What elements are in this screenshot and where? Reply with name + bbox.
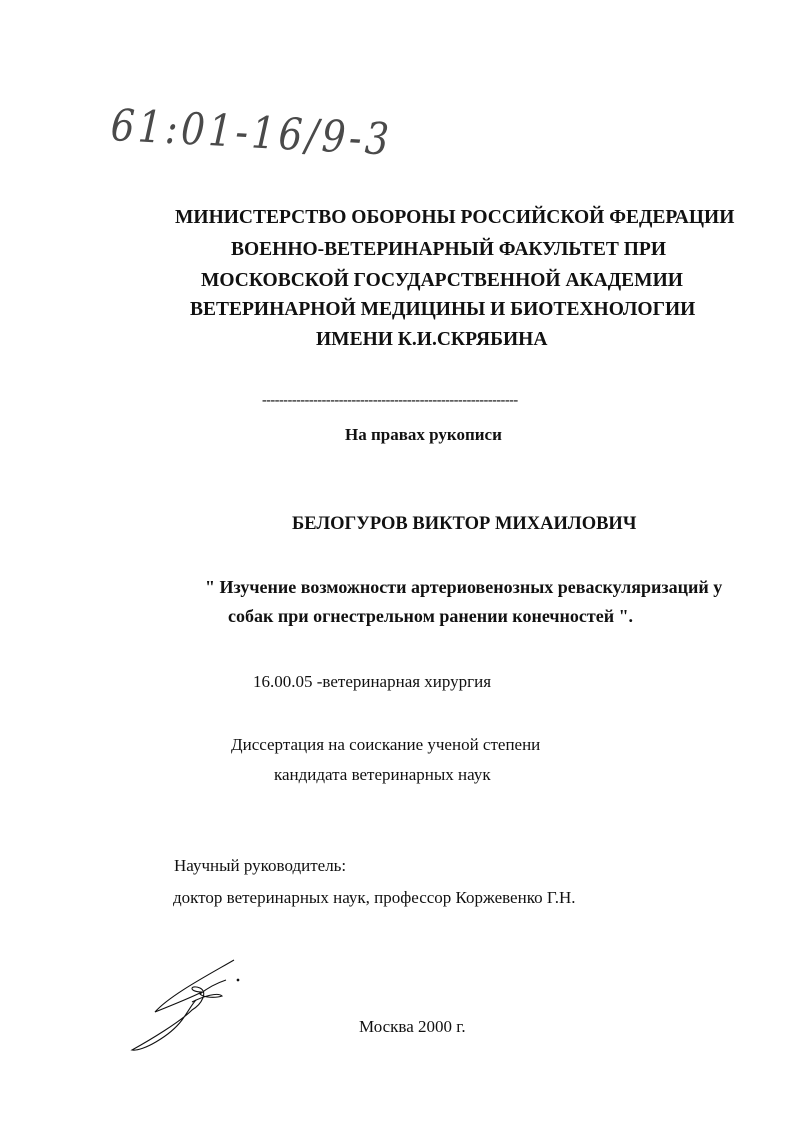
header-line-1: МИНИСТЕРСТВО ОБОРОНЫ РОССИЙСКОЙ ФЕДЕРАЦИИ <box>175 207 735 228</box>
header-line-4: ВЕТЕРИНАРНОЙ МЕДИЦИНЫ И БИОТЕХНОЛОГИИ <box>190 299 696 320</box>
header-line-3: МОСКОВСКОЙ ГОСУДАРСТВЕННОЙ АКАДЕМИИ <box>201 270 683 291</box>
signature <box>130 940 280 1075</box>
place-and-year: Москва 2000 г. <box>359 1017 466 1036</box>
dissertation-title-line-1: " Изучение возможности артериовенозных реваскуляризаций у <box>205 577 723 597</box>
author-name: БЕЛОГУРОВ ВИКТОР МИХАИЛОВИЧ <box>292 514 637 534</box>
supervisor-label: Научный руководитель: <box>174 856 347 875</box>
header-line-2: ВОЕННО-ВЕТЕРИНАРНЫЙ ФАКУЛЬТЕТ ПРИ <box>231 239 666 260</box>
degree-line-2: кандидата ветеринарных наук <box>274 765 491 784</box>
specialty: 16.00.05 -ветеринарная хирургия <box>253 672 492 691</box>
degree-line-1: Диссертация на соискание ученой степени <box>231 735 541 754</box>
handwritten-archive-mark: 61:01-16/9-3 <box>109 100 394 166</box>
manuscript-note: На правах рукописи <box>345 425 502 444</box>
separator-line: ------------------------------------------------------------ <box>262 393 518 408</box>
dissertation-title-line-2: собак при огнестрельном ранении конечностей ". <box>228 606 634 626</box>
header-line-5: ИМЕНИ К.И.СКРЯБИНА <box>316 329 548 350</box>
supervisor-name: доктор ветеринарных наук, профессор Коржевенко Г.Н. <box>173 888 576 907</box>
